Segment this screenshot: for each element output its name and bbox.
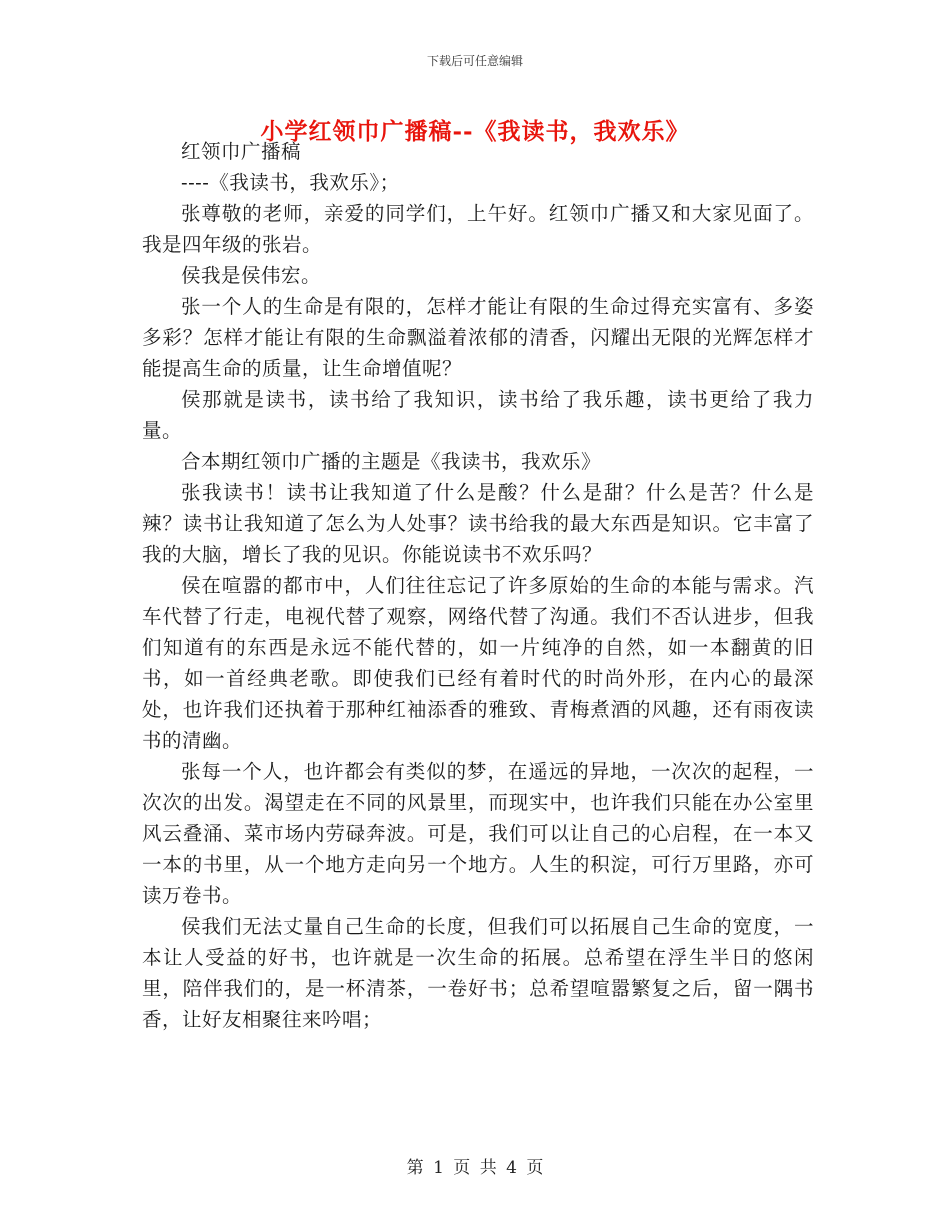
paragraph: 张尊敬的老师，亲爱的同学们，上午好。红领巾广播又和大家见面了。我是四年级的张岩。 xyxy=(142,202,814,256)
document-body xyxy=(142,136,814,1035)
document-title: 小学红领巾广播稿--《我读书，我欢乐》 xyxy=(260,118,690,145)
paragraph: 合本期红领巾广播的主题是《我读书，我欢乐》 xyxy=(181,450,602,473)
paragraph: 侯我是侯伟宏。 xyxy=(181,264,322,287)
paragraph: 张一个人的生命是有限的，怎样才能让有限的生命过得充实富有、多姿多彩？怎样才能让有限的生命飘溢着浓郁的清香，闪耀出无限的光辉怎样才能提高生命的质量，让生命增值呢？ xyxy=(142,295,814,380)
paragraph: 侯那就是读书，读书给了我知识，读书给了我乐趣，读书更给了我力量。 xyxy=(142,388,814,442)
paragraph: ----《我读书，我欢乐》； xyxy=(181,171,400,194)
paragraph: 侯我们无法丈量自己生命的长度，但我们可以拓展自己生命的宽度，一本让人受益的好书，也许就是一次生命的拓展。总希望在浮生半日的悠闲里，陪伴我们的，是一杯清茶，一卷好书；总希望喧嚣繁复之后，留一隅书香，让好友相聚往来吟唱； xyxy=(142,915,814,1031)
paragraph: 张我读书！读书让我知道了什么是酸？什么是甜？什么是苦？什么是辣？读书让我知道了怎么为人处事？读书给我的最大东西是知识。它丰富了我的大脑，增长了我的见识。你能说读书不欢乐吗？ xyxy=(142,481,814,566)
page-number-footer: 第 1 页 共 4 页 xyxy=(406,1158,544,1178)
page-header-note: 下载后可任意编辑 xyxy=(426,54,523,68)
paragraph: 红领巾广播稿 xyxy=(181,140,302,163)
paragraph: 侯在喧嚣的都市中，人们往往忘记了许多原始的生命的本能与需求。汽车代替了行走，电视代替了观察，网络代替了沟通。我们不否认进步，但我们知道有的东西是永远不能代替的，如一片纯净的自然，如一本翻黄的旧书，如一首经典老歌。即使我们已经有着时代的时尚外形，在内心的最深处，也许我们还执着于那种红袖添香的雅致、青梅煮酒的风趣，还有雨夜读书的清幽。 xyxy=(142,574,814,752)
paragraph: 张每一个人，也许都会有类似的梦，在遥远的异地，一次次的起程，一次次的出发。渴望走在不同的风景里，而现实中，也许我们只能在办公室里风云叠涌、菜市场内劳碌奔波。可是，我们可以让自己的心启程，在一本又一本的书里，从一个地方走向另一个地方。人生的积淀，可行万里路，亦可读万卷书。 xyxy=(142,760,814,907)
